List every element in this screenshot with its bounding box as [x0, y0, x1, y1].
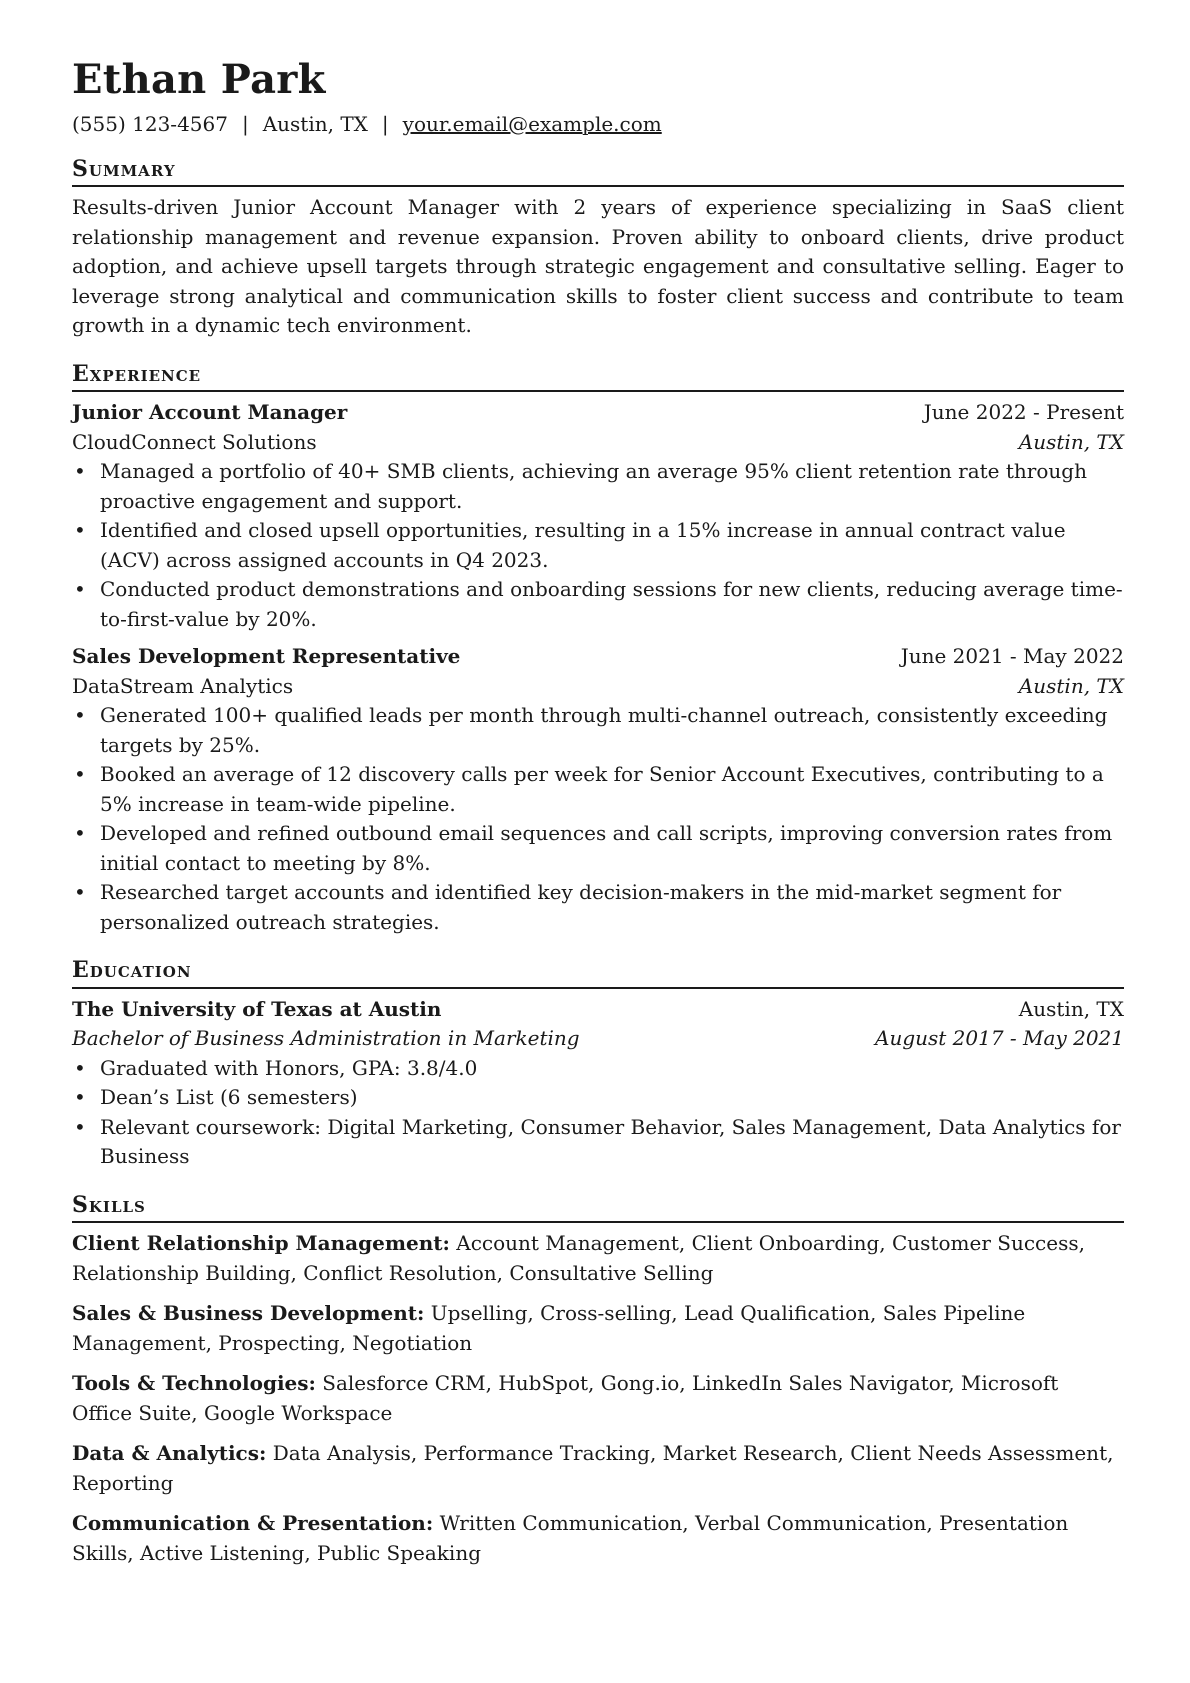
list-item: • Generated 100+ qualified leads per month through multi-channel outreach, consistently exceeding targets by 25%.	[100, 701, 1124, 760]
experience-entry	[72, 398, 1124, 634]
job-location: Austin, TX	[1018, 673, 1124, 698]
section-divider	[72, 987, 1124, 989]
skill-label: Data & Analytics:	[72, 1441, 267, 1466]
skill-value: Salesforce CRM, HubSpot, Gong.io, LinkedIn Sales Navigator, Microsoft Office Suite, Google Workspace	[72, 1371, 1059, 1425]
section-title-education: Education	[72, 957, 192, 984]
list-item: • Dean’s List (6 semesters)	[100, 1083, 1124, 1113]
section-divider	[72, 185, 1124, 187]
resume-page	[72, 58, 1124, 1579]
section-title-summary: Summary	[72, 156, 176, 182]
skill-row	[72, 1369, 1124, 1428]
skill-value: Upselling, Cross-selling, Lead Qualification, Sales Pipeline Management, Prospecting, Negotiation	[72, 1301, 1026, 1355]
list-item: • Relevant coursework: Digital Marketing, Consumer Behavior, Sales Management, Data Analytics for Business	[100, 1113, 1124, 1172]
job-location: Austin, TX	[1018, 429, 1124, 454]
job-title: Junior Account Manager	[72, 400, 348, 425]
list-item: • Identified and closed upsell opportunities, resulting in a 15% increase in annual contract value (ACV) across assigned accounts in Q4 2023.	[100, 516, 1124, 575]
school-name: The University of Texas at Austin	[72, 996, 442, 1021]
section-title-skills: Skills	[72, 1191, 146, 1218]
location: Austin, TX	[262, 112, 368, 136]
experience-entry	[72, 642, 1124, 937]
section-divider	[72, 1221, 1124, 1223]
skill-label: Tools & Technologies:	[72, 1371, 316, 1396]
skill-value: Data Analysis, Performance Tracking, Market Research, Client Needs Assessment, Reporting	[72, 1441, 1114, 1495]
list-item: • Booked an average of 12 discovery calls per week for Senior Account Executives, contributing to a 5% increase in team-wide pipeline.	[100, 760, 1124, 819]
degree: Bachelor of Business Administration in Marketing	[72, 1026, 580, 1051]
job-bullets	[72, 701, 1124, 937]
phone: (555) 123-4567	[72, 112, 228, 136]
job-dates: June 2021 - May 2022	[900, 644, 1124, 669]
skill-row	[72, 1299, 1124, 1358]
list-item: • Managed a portfolio of 40+ SMB clients, achieving an average 95% client retention rate through proactive engagement and support.	[100, 457, 1124, 516]
company-name: CloudConnect Solutions	[72, 429, 317, 454]
separator: |	[381, 112, 389, 136]
section-title-experience: Experience	[72, 360, 202, 387]
candidate-name: Ethan Park	[72, 56, 326, 103]
list-item: • Developed and refined outbound email sequences and call scripts, improving conversion rates from initial contact to meeting by 8%.	[100, 819, 1124, 878]
job-bullets	[72, 457, 1124, 634]
skill-row	[72, 1509, 1124, 1568]
email-link[interactable]: your.email@example.com	[402, 112, 662, 136]
contact-line	[72, 112, 1124, 136]
separator: |	[241, 112, 249, 136]
skill-label: Communication & Presentation:	[72, 1511, 434, 1536]
education-bullets	[72, 1054, 1124, 1172]
section-divider	[72, 390, 1124, 392]
job-dates: June 2022 - Present	[923, 400, 1124, 425]
company-name: DataStream Analytics	[72, 673, 294, 698]
skill-row	[72, 1229, 1124, 1288]
skill-label: Sales & Business Development:	[72, 1301, 425, 1326]
list-item: • Graduated with Honors, GPA: 3.8/4.0	[100, 1054, 1124, 1084]
list-item: • Conducted product demonstrations and onboarding sessions for new clients, reducing average time-to-first-value by 20%.	[100, 575, 1124, 634]
summary-text: Results-driven Junior Account Manager with 2 years of experience specializing in SaaS client relationship management and revenue expansion. Proven ability to onboard clients, drive product adoption, and achieve upsell targets through strategic engagement and consultative selling. Eager to leverage strong analytical and communication skills to foster client success and contribute to team growth in a dynamic tech environment.	[72, 195, 1124, 338]
skill-label: Client Relationship Management:	[72, 1231, 450, 1256]
job-title: Sales Development Representative	[72, 644, 461, 669]
skill-row	[72, 1439, 1124, 1498]
list-item: • Researched target accounts and identified key decision-makers in the mid-market segment for personalized outreach strategies.	[100, 878, 1124, 937]
education-entry	[72, 995, 1124, 1172]
skill-value: Account Management, Client Onboarding, Customer Success, Relationship Building, Conflict Resolution, Consultative Selling	[72, 1231, 1085, 1285]
school-location: Austin, TX	[1018, 996, 1124, 1021]
education-dates: August 2017 - May 2021	[875, 1026, 1124, 1051]
skill-value: Written Communication, Verbal Communication, Presentation Skills, Active Listening, Public Speaking	[72, 1511, 1069, 1565]
